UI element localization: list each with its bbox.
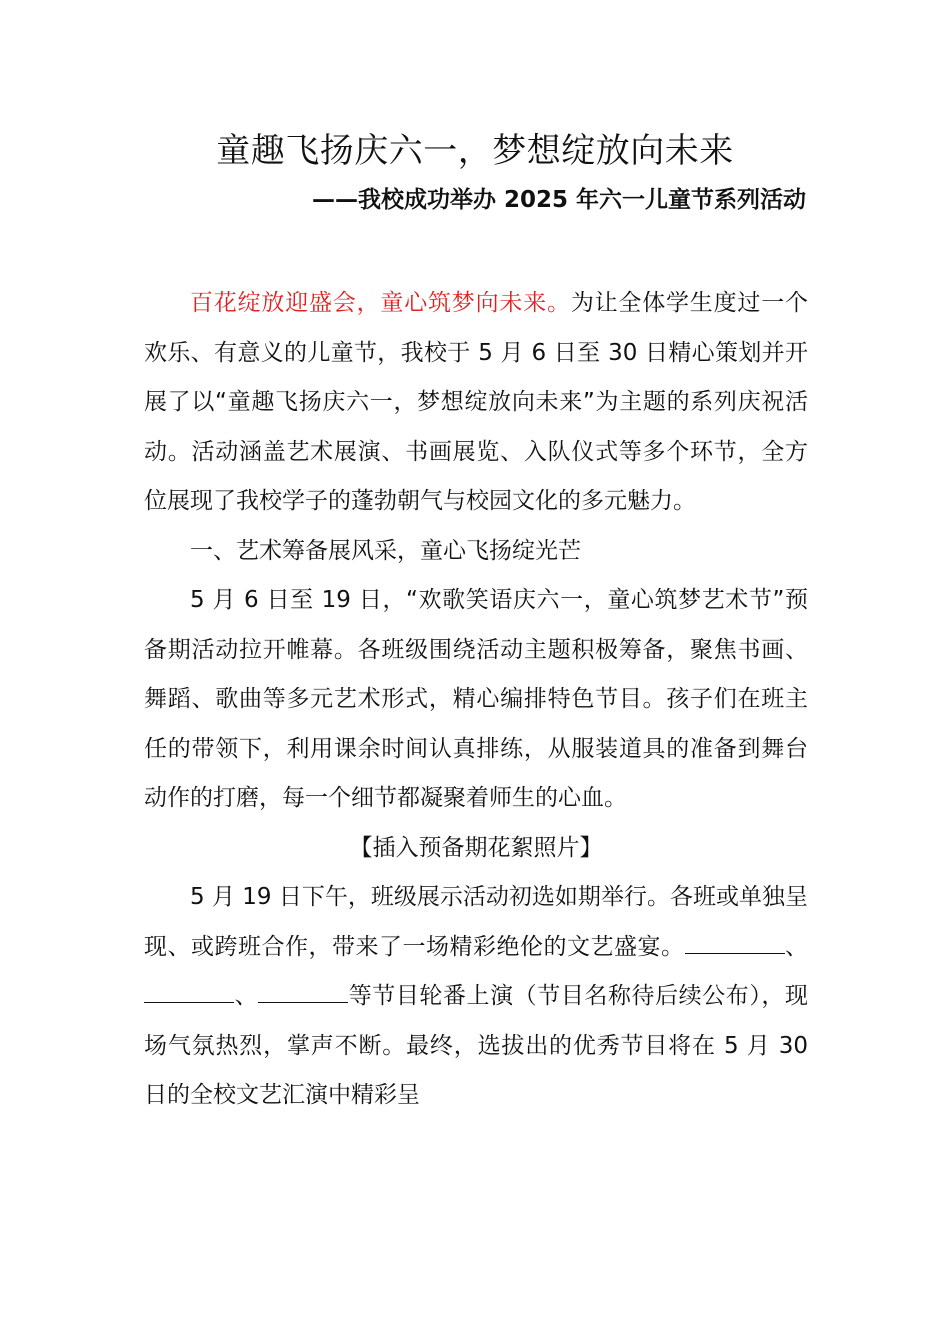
fill-in-blank — [685, 929, 785, 954]
intro-text: 为让全体学生度过一个欢乐、有意义的儿童节，我校于 5 月 6 日至 30 日精心策划并开展了以“童趣飞扬庆六一，梦想绽放向未来”为主题的系列庆祝活动。活动涵盖艺术展演、书画展览、入队仪式等多个环节，全方位展现了我校学子的蓬勃朝气与校园文化的多元魅力。 — [144, 290, 809, 514]
intro-paragraph — [144, 279, 808, 527]
section-paragraph-1: 5 月 6 日至 19 日，“欢歌笑语庆六一，童心筑梦艺术节”预备期活动拉开帷幕。各班级围绕活动主题积极筹备，聚焦书画、舞蹈、歌曲等多元艺术形式，精心编排特色节目。孩子们在班主任的带领下，利用课余时间认真排练，从服装道具的准备到舞台动作的打磨，每一个细节都凝聚着师生的心血。 — [144, 587, 808, 811]
paragraph-2-start: 5 月 19 日下午，班级展示活动初选如期举行。各班或单独呈现、或跨班合作，带来了一场精彩绝伦的文艺盛宴。 — [144, 884, 808, 960]
blank-separator: 、 — [784, 933, 808, 960]
section-heading: 一、艺术筹备展风采，童心飞扬绽光芒 — [190, 537, 581, 564]
section-paragraph-2 — [144, 873, 808, 1121]
fill-in-blank — [258, 978, 348, 1003]
document-title: 童趣飞扬庆六一，梦想绽放向未来 — [216, 131, 734, 171]
photo-placeholder-note: 【插入预备期花絮照片】 — [349, 834, 603, 861]
intro-lead-sentence: 百花绽放迎盛会，童心筑梦向未来。 — [190, 290, 571, 316]
document-subtitle: ——我校成功举办 2025 年六一儿童节系列活动 — [311, 187, 806, 213]
paragraph-2-end: 等节目轮番上演（节目名称待后续公布），现场气氛热烈，掌声不断。最终，选拔出的优秀节目将在 5 月 30 日的全校文艺汇演中精彩呈 — [144, 983, 809, 1108]
blank-separator: 、 — [234, 983, 259, 1009]
document-body — [144, 279, 808, 1121]
fill-in-blank — [144, 978, 234, 1003]
